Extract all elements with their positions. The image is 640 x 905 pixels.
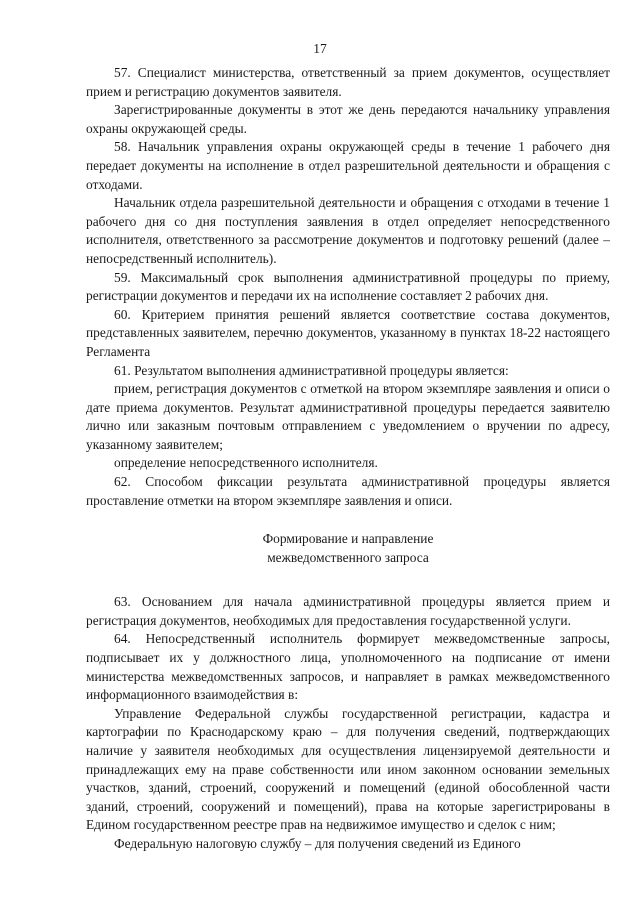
paragraph-61: 61. Результатом выполнения административной процедуры является:	[114, 362, 509, 378]
paragraph-58-executor: Начальник отдела разрешительной деятельности и обращения с отходами в течение 1 рабочего дня со дня поступления заявления в отдел определяет непосредственного исполнителя, ответственного за рассмотрение документов и подготовку решений (далее – непосредственный исполнитель).	[86, 195, 610, 266]
paragraph-62: 62. Способом фиксации результата административной процедуры является проставление отметки на втором экземпляре заявления и описи.	[86, 474, 610, 508]
page-number: 17	[313, 41, 327, 56]
section-heading	[86, 529, 610, 567]
paragraph-64: 64. Непосредственный исполнитель формирует межведомственные запросы, подписывает их у должностного лица, уполномоченного на подписание от имени министерства межведомственных запросов, и направляет в рамках межведомственного информационного взаимодействия в:	[86, 631, 610, 703]
paragraph-57-transfer: Зарегистрированные документы в этот же день передаются начальнику управления охраны окружающей среды.	[86, 102, 610, 136]
section-spacer	[86, 510, 610, 517]
paragraph-59: 59. Максимальный срок выполнения административной процедуры по приему, регистрации документов и передачи их на исполнение составляет 2 рабочих дня.	[86, 269, 610, 304]
paragraph-63: 63. Основанием для начала административной процедуры является прием и регистрация документов, необходимых для предоставления государственной услуги.	[86, 594, 610, 628]
paragraph-64-rosreestr: Управление Федеральной службы государственной регистрации, кадастра и картографии по Краснодарскому краю – для получения сведений, подтверждающих наличие у заявителя необходимых для осуществления лицензируемой деятельности и принадлежащих ему на праве собственности или ином законном основании земельных участков, зданий, строений, сооружений и помещений (единой обособленной части зданий, строений, сооружений и помещений), права на которые зарегистрированы в Едином государственном реестре прав на недвижимое имущество и сделок с ним;	[86, 705, 610, 833]
paragraph-61-result-receipt: прием, регистрация документов с отметкой на втором экземпляре заявления и описи о дате приема документов. Результат административной процедуры передается заявителю лично или заказным почтовым отправлением с уведомлением о вручении по адресу, указанному заявителем;	[86, 381, 610, 452]
section-heading-line1: Формирование и направление	[262, 531, 434, 547]
section-heading-line2: межведомственного запроса	[267, 550, 429, 566]
document-body	[86, 64, 610, 854]
paragraph-58: 58. Начальник управления охраны окружающей среды в течение 1 рабочего дня передает документы на исполнение в отдел разрешительной деятельности и обращения с отходами.	[86, 139, 610, 192]
paragraph-57: 57. Специалист министерства, ответственный за прием документов, осуществляет прием и регистрацию документов заявителя.	[86, 65, 610, 99]
paragraph-60: 60. Критерием принятия решений является соответствие состава документов, представленных заявителем, перечню документов, указанному в пунктах 18-22 настоящего Регламента	[86, 306, 610, 359]
paragraph-64-tax-service: Федеральную налоговую службу – для получения сведений из Единого	[114, 835, 521, 851]
paragraph-61-result-executor: определение непосредственного исполнителя.	[114, 455, 378, 471]
